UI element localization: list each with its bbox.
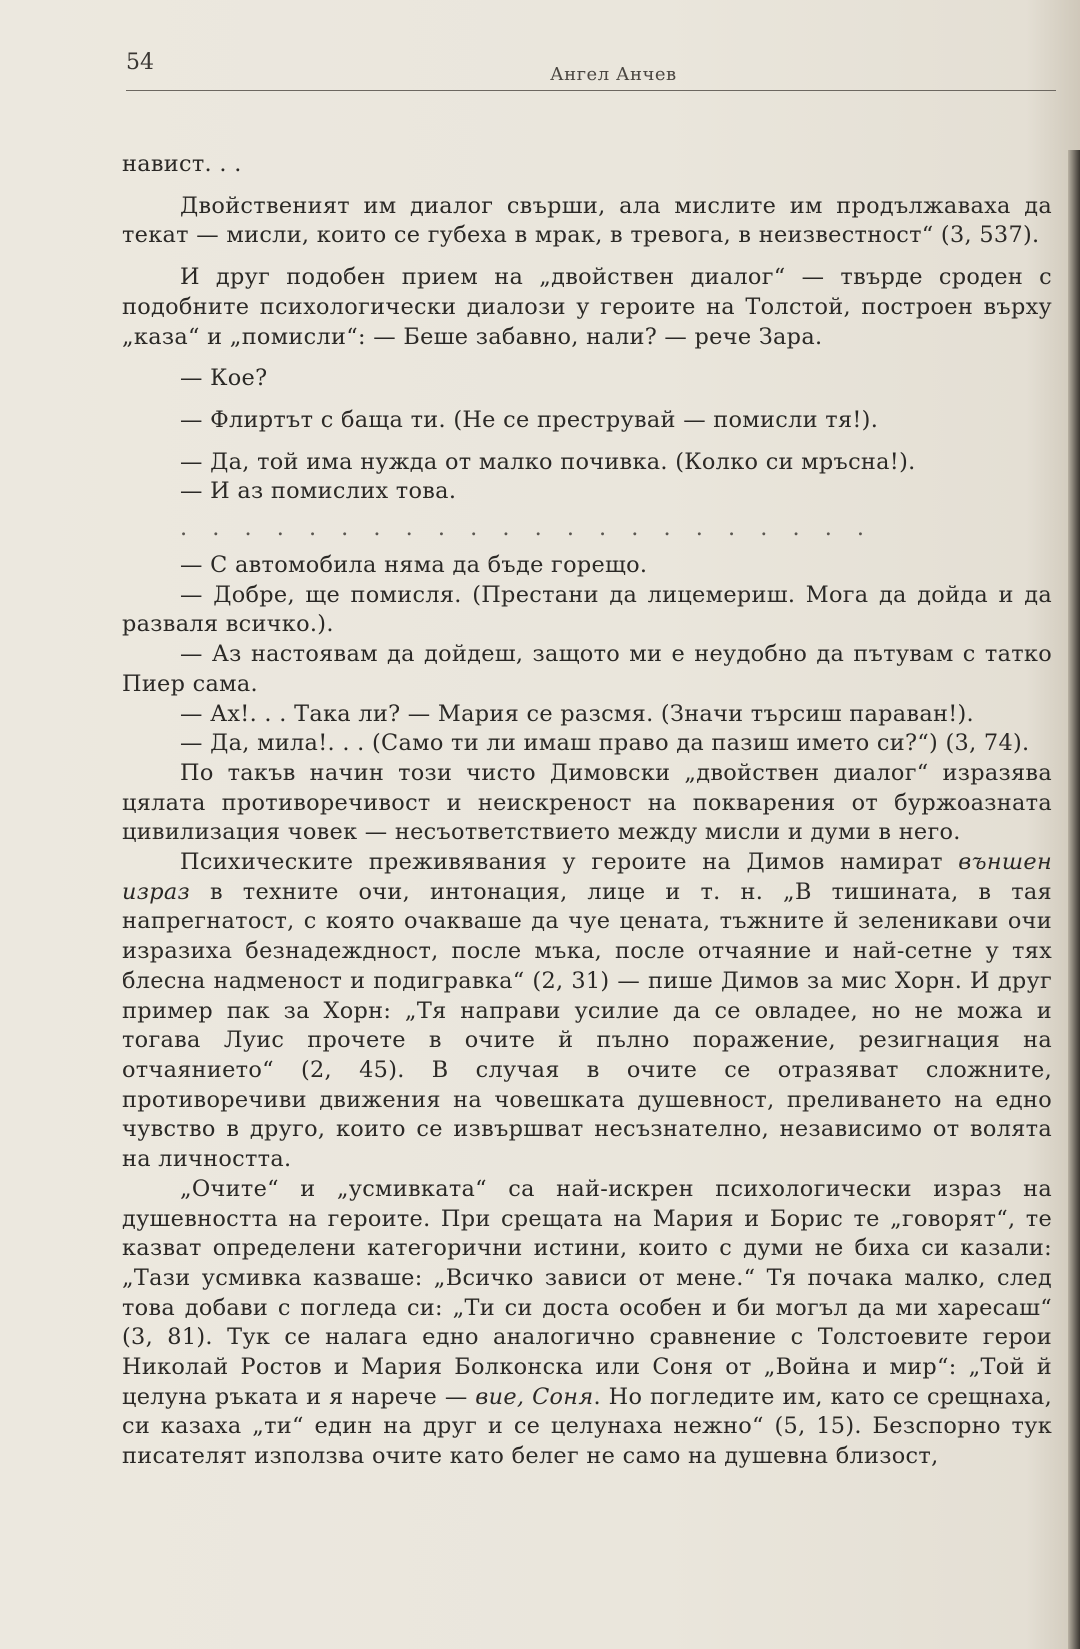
paragraph: Психическите преживявания у героите на Димов намират външен израз в техните очи, интонация, лице и т. н. „В тишината, в тая напрегнатост, с която очакваше да чуе цената, тъжните й зеленикави очи изразиха безнадеждност, после мъка, после отчаяние и най-сетне у тях блесна надменост и подигравка“ (2, 31) — пише Димов за мис Хорн. И друг пример пак за Хорн: „Тя направи усилие да се овладее, но не можа и тогава Луис прочете в очите й пълно поражение, резигнация на отчаянието“ (2, 45). В случая в очите се отразяват сложните, противоречиви движения на човешката душевност, преливането на едно чувство в друго, които се извършват несъзнателно, независимо от волята на личността. xyxy=(122,849,1052,1173)
body-text xyxy=(122,150,1052,1472)
dialog-line: — Кое? xyxy=(180,365,268,392)
paragraph: навист. . . xyxy=(122,151,242,177)
italic-phrase: вие, Соня xyxy=(475,1383,594,1410)
dialog-line: — Ах!. . . Така ли? — Мария се разсмя. (Значи търсиш параван!). xyxy=(180,700,974,727)
page-number: 54 xyxy=(126,50,154,75)
paragraph: По такъв начин този чисто Димовски „двойствен диалог“ изразява цялата противоречивост и неискреност на покварения от буржоазната цивилизация човек — несъответствието между мисли и думи в него. xyxy=(122,759,1052,846)
italic-phrase: външен израз xyxy=(122,849,1052,905)
running-head: Ангел Анчев xyxy=(550,64,677,85)
page-edge-shadow xyxy=(1068,150,1080,1649)
dialog-line: — Да, мила!. . . (Само ти ли имаш право да пазиш името си?“) (3, 74). xyxy=(180,730,1030,757)
dialog-line: — Аз настоявам да дойдеш, защото ми е неудобно да пътувам с татко Пиер сама. xyxy=(122,641,1052,697)
dialog-line: — Да, той има нужда от малко почивка. (Колко си мръсна!). xyxy=(180,448,916,475)
dialog-line: — И аз помислих това. xyxy=(180,478,457,505)
dialog-line: — Флиртът с баща ти. (Не се преструвай — помисли тя!). xyxy=(180,406,879,433)
paragraph: „Очите“ и „усмивката“ са най-искрен психологически израз на душевността на героите. При срещата на Мария и Борис те „говорят“, те казват определени категорични истини, които с думи не биха си казали: „Тази усмивка казваше: „Всичко зависи от мене.“ Тя почака малко, след това добави с погледа си: „Ти си доста особен и би могъл да ми харесаш“ (3, 81). Тук се налага едно аналогично сравнение с Толстоевите герои Николай Ростов и Мария Болконска или Соня от „Война и мир“: „Той й целуна ръката и я нарече — вие, Соня. Но погледите им, като се срещнаха, си казаха „ти“ един на друг и се целунаха нежно“ (5, 15). Безспорно тук писателят използва очите като белег не само на душевна близост, xyxy=(122,1175,1052,1470)
dialog-line: — С автомобила няма да бъде горещо. xyxy=(180,552,648,579)
header-rule xyxy=(126,90,1056,91)
ellipsis-separator: . . . . . . . . . . . . . . . . . . . . . . xyxy=(180,515,874,542)
dialog-line: — Добре, ще помисля. (Престани да лицемериш. Мога да дойда и да разваля всичко.). xyxy=(122,581,1052,638)
paragraph: Двойственият им диалог свърши, ала мислите им продължаваха да текат — мисли, които се губеха в мрак, в тревога, в неизвестност“ (3, 537). xyxy=(122,192,1052,249)
page-header xyxy=(126,48,1056,102)
paragraph: И друг подобен прием на „двойствен диалог“ — твърде сроден с подобните психологически диалози у героите на Толстой, построен върху „каза“ и „помисли“: — Беше забавно, нали? — рече Зара. xyxy=(122,264,1052,350)
